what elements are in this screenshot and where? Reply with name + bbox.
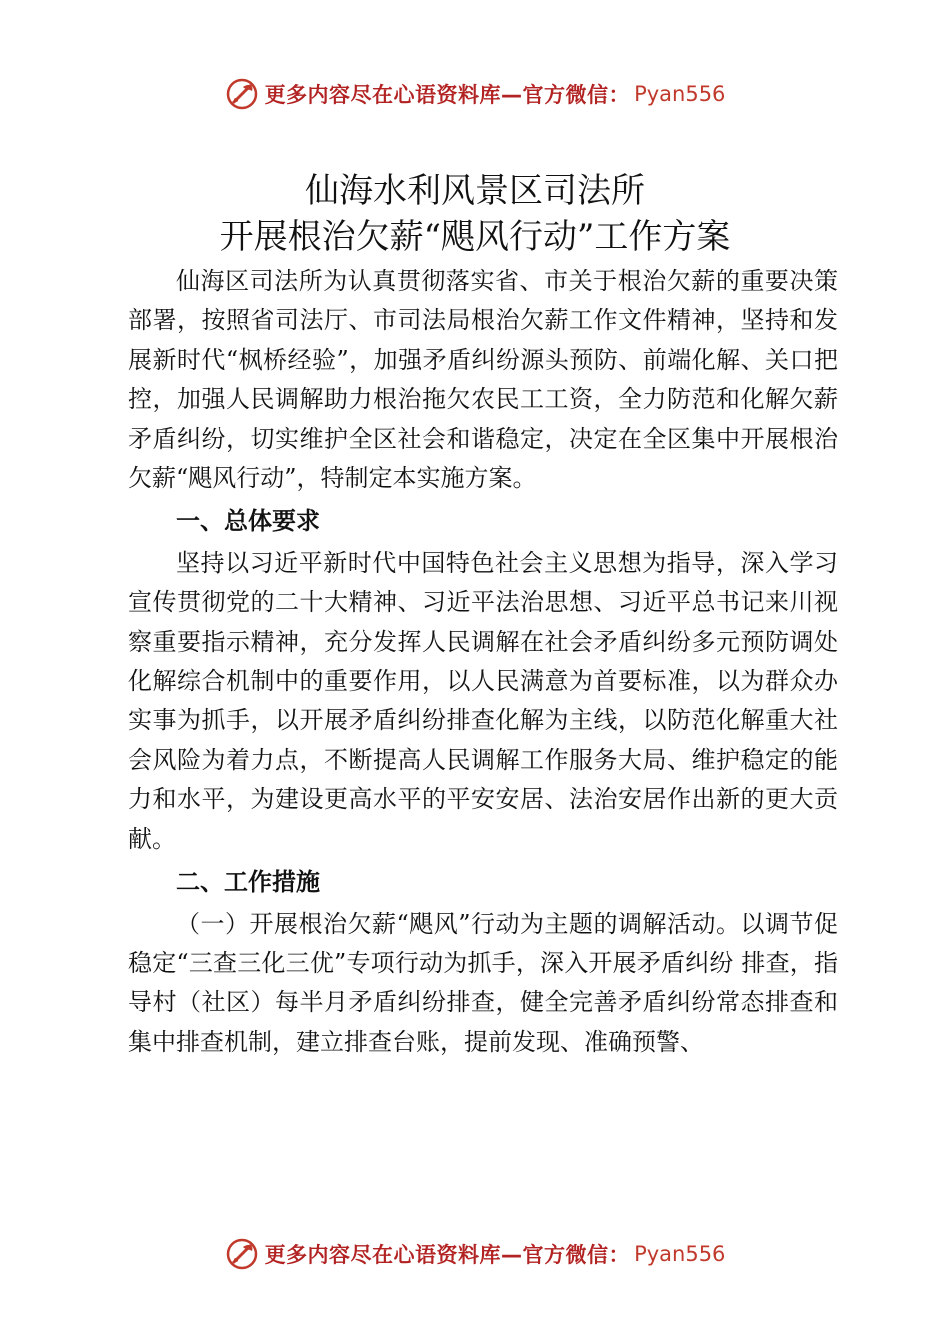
quill-logo-icon	[225, 1237, 259, 1271]
section1-heading: 一、总体要求	[176, 507, 320, 536]
section2-paragraph: （一）开展根治欠薪“飓风”行动为主题的调解活动。以调节促稳定“三查三化三优”专项行动为抓手，深入开展矛盾纠纷 排查，指导村（社区）每半月矛盾纠纷排查，健全完善矛盾纠纷常态排查和集中排查机制，建立排查台账，提前发现、准确预警、	[128, 909, 838, 1056]
footer-banner-text: 更多内容尽在心语资料库—官方微信：	[264, 1243, 631, 1267]
section2-heading: 二、工作措施	[176, 868, 320, 897]
header-banner	[0, 72, 950, 116]
document-body	[128, 262, 838, 1062]
quill-logo-icon	[225, 77, 259, 111]
header-wechat-id: Pyan556	[634, 82, 726, 106]
header-banner-text: 更多内容尽在心语资料库—官方微信：	[264, 83, 631, 107]
document-title-line2: 开展根治欠薪“飓风行动”工作方案	[219, 217, 731, 257]
document-title-line1: 仙海水利风景区司法所	[305, 171, 645, 211]
intro-paragraph: 仙海区司法所为认真贯彻落实省、市关于根治欠薪的重要决策部署，按照省司法厅、市司法局根治欠薪工作文件精神，坚持和发展新时代“枫桥经验”，加强矛盾纠纷源头预防、前端化解、关口把控，加强人民调解助力根治拖欠农民工工资，全力防范和化解欠薪矛盾纠纷，切实维护全区社会和谐稳定，决定在全区集中开展根治欠薪“飓风行动”，特制定本实施方案。	[128, 267, 838, 493]
footer-banner	[0, 1232, 950, 1276]
section1-paragraph: 坚持以习近平新时代中国特色社会主义思想为指导，深入学习宣传贯彻党的二十大精神、习近平法治思想、习近平总书记来川视察重要指示精神，充分发挥人民调解在社会矛盾纠纷多元预防调处化解综合机制中的重要作用，以人民满意为首要标准，以为群众办实事为抓手，以开展矛盾纠纷排查化解为主线，以防范化解重大社会风险为着力点，不断提高人民调解工作服务大局、维护稳定的能力和水平，为建设更高水平的平安安居、法治安居作出新的更大贡献。	[128, 548, 838, 853]
footer-wechat-id: Pyan556	[634, 1242, 726, 1266]
